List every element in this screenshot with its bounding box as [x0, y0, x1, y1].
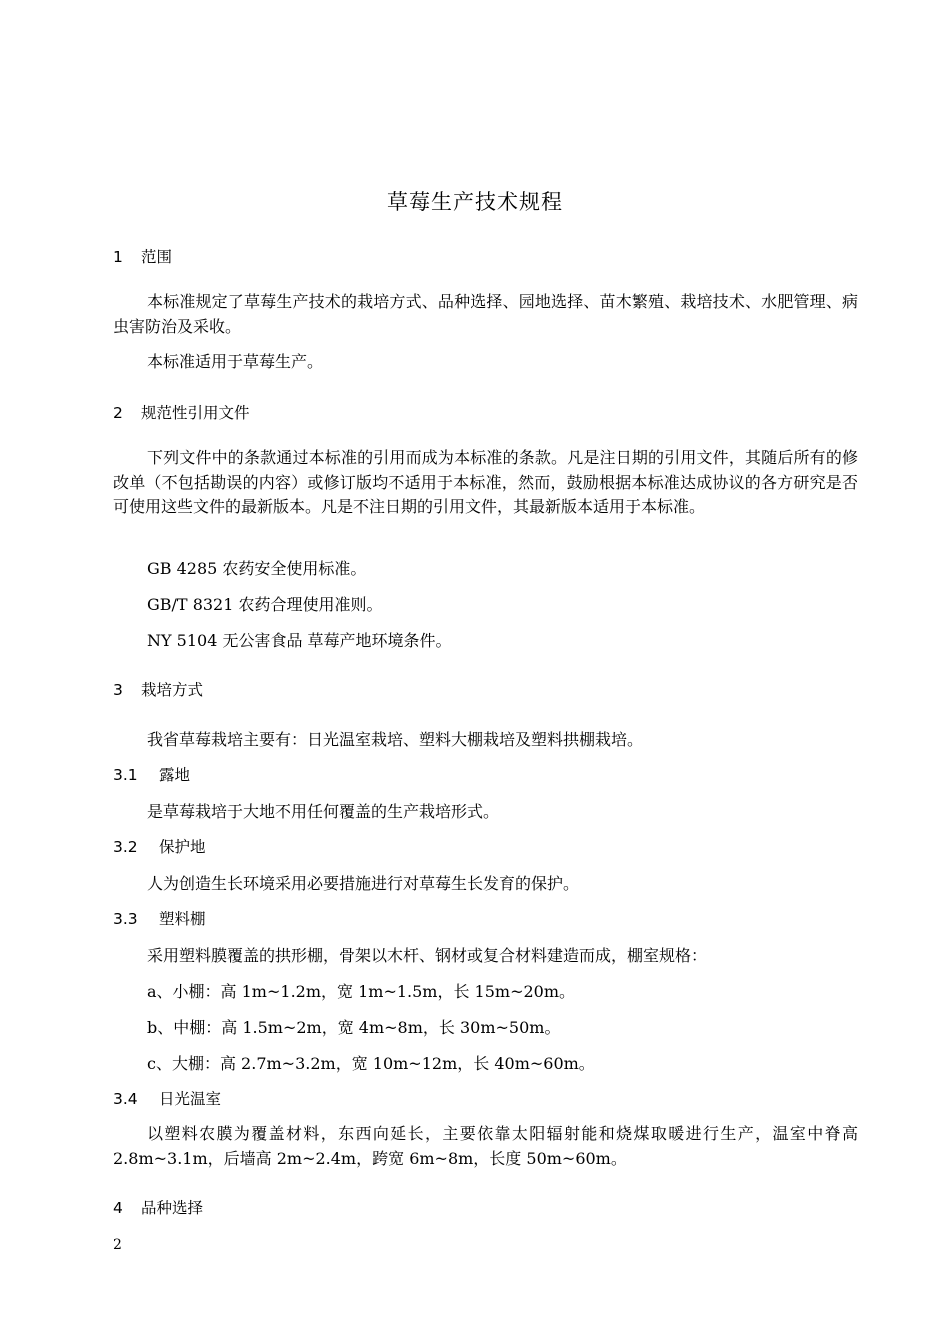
section-title: 保护地	[159, 838, 206, 856]
section-number: 3.1	[113, 766, 138, 784]
section-number: 3	[113, 681, 123, 699]
section-3-paragraph-1: 我省草莓栽培主要有：日光温室栽培、塑料大棚栽培及塑料拱棚栽培。	[147, 730, 644, 749]
section-title: 范围	[141, 248, 173, 266]
section-number: 3.3	[113, 910, 138, 928]
spec-medium-tunnel: b、中棚：高 1.5m~2m，宽 4m~8m，长 30m~50m。	[147, 1018, 561, 1037]
section-1-paragraph-2: 本标准适用于草莓生产。	[147, 352, 324, 371]
section-title: 露地	[159, 766, 191, 784]
section-3-4-text: 以塑料农膜为覆盖材料，东西向延长，主要依靠太阳辐射能和烧煤取暖进行生产，温室中脊高 2.8m~3.1m，后墙高 2m~2.4m，跨宽 6m~8m，长度 50m~60m。	[113, 1124, 858, 1168]
document-title: 草莓生产技术规程	[387, 190, 563, 214]
section-3-heading	[113, 678, 203, 700]
section-number: 1	[113, 248, 123, 266]
section-number: 3.4	[113, 1090, 138, 1108]
section-3-3-text: 采用塑料膜覆盖的拱形棚，骨架以木杆、钢材或复合材料建造而成，棚室规格：	[147, 946, 708, 965]
page-number: 2	[113, 1237, 122, 1253]
section-title: 日光温室	[159, 1090, 222, 1108]
section-1-paragraph-1: 本标准规定了草莓生产技术的栽培方式、品种选择、园地选择、苗木繁殖、栽培技术、水肥管理、病虫害防治及采收。	[113, 292, 858, 336]
reference-ny5104: NY 5104 无公害食品 草莓产地环境条件。	[147, 631, 452, 650]
section-number: 2	[113, 404, 123, 422]
reference-gbt8321: GB/T 8321 农药合理使用准则。	[147, 595, 383, 614]
section-3-2-heading	[113, 835, 206, 857]
section-2-paragraph-1: 下列文件中的条款通过本标准的引用而成为本标准的条款。凡是注日期的引用文件，其随后所有的修改单（不包括勘误的内容）或修订版均不适用于本标准，然而，鼓励根据本标准达成协议的各方研究是否可使用这些文件的最新版本。凡是不注日期的引用文件，其最新版本适用于本标准。	[113, 448, 858, 516]
spec-large-tunnel: c、大棚：高 2.7m~3.2m，宽 10m~12m，长 40m~60m。	[147, 1054, 595, 1073]
section-title: 品种选择	[141, 1199, 204, 1217]
section-3-3-heading	[113, 907, 206, 929]
section-3-2-text: 人为创造生长环境采用必要措施进行对草莓生长发育的保护。	[147, 874, 580, 893]
section-title: 塑料棚	[159, 910, 206, 928]
section-3-4-heading	[113, 1087, 221, 1109]
section-2-heading	[113, 401, 250, 423]
section-title: 栽培方式	[141, 681, 204, 699]
section-1-heading	[113, 245, 172, 267]
section-3-1-heading	[113, 763, 190, 785]
spec-small-tunnel: a、小棚：高 1m~1.2m，宽 1m~1.5m，长 15m~20m。	[147, 982, 576, 1001]
section-number: 3.2	[113, 838, 138, 856]
reference-gb4285: GB 4285 农药安全使用标准。	[147, 559, 367, 578]
section-title: 规范性引用文件	[141, 404, 250, 422]
section-4-heading	[113, 1196, 203, 1218]
section-number: 4	[113, 1199, 123, 1217]
section-3-1-text: 是草莓栽培于大地不用任何覆盖的生产栽培形式。	[147, 802, 500, 821]
